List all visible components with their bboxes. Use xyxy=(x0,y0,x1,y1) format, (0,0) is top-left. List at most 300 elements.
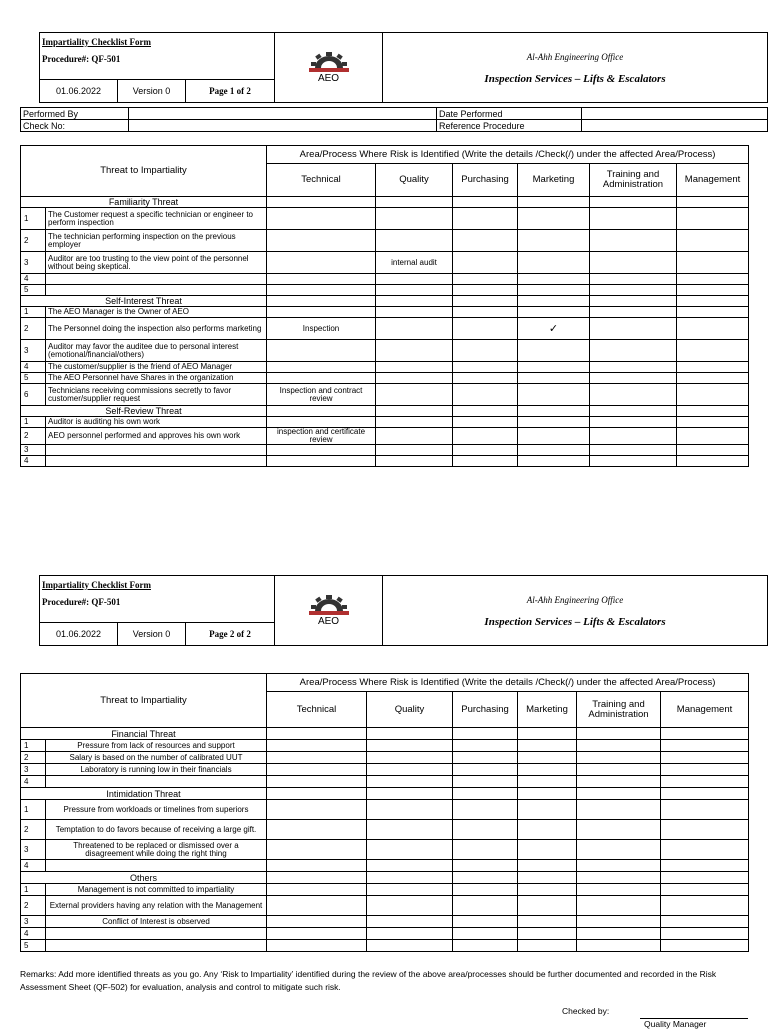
table-row xyxy=(21,896,749,916)
aeo-logo xyxy=(275,33,383,103)
row-number: 5 xyxy=(21,940,46,952)
row-number: 3 xyxy=(21,340,46,362)
cell-marketing[interactable] xyxy=(518,740,577,752)
cell-marketing[interactable] xyxy=(518,800,577,820)
row-number: 4 xyxy=(21,860,46,872)
cell-quality[interactable]: internal audit xyxy=(376,252,453,274)
cell-training-admin[interactable] xyxy=(577,860,661,872)
cell-quality[interactable] xyxy=(367,860,453,872)
cell-training-admin[interactable] xyxy=(590,252,677,274)
section-cell[interactable] xyxy=(367,728,453,740)
cell-management[interactable] xyxy=(677,384,749,406)
table-row xyxy=(21,740,749,752)
threat-description: The AEO Manager is the Owner of AEO xyxy=(46,307,267,318)
cell-technical[interactable] xyxy=(267,445,376,456)
cell-technical[interactable] xyxy=(267,417,376,428)
company-name: Al-Ahh Engineering Office xyxy=(526,594,624,605)
row-number: 1 xyxy=(21,208,46,230)
threat-description: Technicians receiving commissions secretly to favor customer/supplier request xyxy=(46,384,267,406)
cell-management[interactable] xyxy=(677,362,749,373)
cell-marketing[interactable] xyxy=(518,776,577,788)
reference-procedure-field[interactable] xyxy=(582,120,768,132)
cell-management[interactable] xyxy=(677,340,749,362)
cell-management[interactable] xyxy=(677,373,749,384)
cell-purchasing[interactable] xyxy=(453,285,518,296)
threat-description: Management is not committed to impartiality xyxy=(46,884,267,896)
threat-description: Conflict of Interest is observed xyxy=(46,916,267,928)
cell-management[interactable] xyxy=(661,752,749,764)
cell-technical[interactable] xyxy=(267,456,376,467)
cell-quality[interactable] xyxy=(376,428,453,445)
cell-purchasing[interactable] xyxy=(453,373,518,384)
cell-management[interactable] xyxy=(661,840,749,860)
performed-by-field[interactable] xyxy=(129,108,437,120)
cell-marketing[interactable] xyxy=(518,820,577,840)
cell-training-admin[interactable] xyxy=(577,884,661,896)
section-title: Self-Review Threat xyxy=(21,406,267,417)
cell-marketing[interactable] xyxy=(518,373,590,384)
cell-quality[interactable] xyxy=(376,230,453,252)
col-purchasing: Purchasing xyxy=(453,164,518,197)
section-cell[interactable] xyxy=(677,296,749,307)
cell-purchasing[interactable] xyxy=(453,928,518,940)
cell-purchasing[interactable] xyxy=(453,208,518,230)
section-cell[interactable] xyxy=(518,296,590,307)
cell-management[interactable] xyxy=(661,776,749,788)
cell-management[interactable] xyxy=(677,208,749,230)
section-cell[interactable] xyxy=(661,872,749,884)
cell-purchasing[interactable] xyxy=(453,362,518,373)
cell-marketing[interactable] xyxy=(518,362,590,373)
cell-marketing[interactable] xyxy=(518,307,590,318)
cell-management[interactable] xyxy=(661,800,749,820)
cell-management[interactable] xyxy=(677,252,749,274)
cell-management[interactable] xyxy=(677,428,749,445)
cell-management[interactable] xyxy=(677,285,749,296)
table-row xyxy=(21,456,749,467)
cell-quality[interactable] xyxy=(376,208,453,230)
table-row xyxy=(21,230,749,252)
info-table xyxy=(20,107,768,132)
date-performed-label: Date Performed xyxy=(437,108,582,120)
threat-description xyxy=(46,776,267,788)
cell-training-admin[interactable] xyxy=(577,840,661,860)
cell-training-admin[interactable] xyxy=(590,456,677,467)
cell-management[interactable] xyxy=(661,896,749,916)
section-cell[interactable] xyxy=(518,788,577,800)
cell-marketing[interactable] xyxy=(518,884,577,896)
service-name: Inspection Services – Lifts & Escalators xyxy=(484,72,666,85)
form-date: 01.06.2022 xyxy=(40,80,118,103)
cell-purchasing[interactable] xyxy=(453,230,518,252)
cell-purchasing[interactable] xyxy=(453,800,518,820)
cell-purchasing[interactable] xyxy=(453,896,518,916)
cell-purchasing[interactable] xyxy=(453,252,518,274)
cell-quality[interactable] xyxy=(376,373,453,384)
cell-quality[interactable] xyxy=(367,940,453,952)
cell-technical[interactable] xyxy=(267,860,367,872)
cell-management[interactable] xyxy=(661,928,749,940)
cell-management[interactable] xyxy=(661,740,749,752)
cell-management[interactable] xyxy=(661,820,749,840)
col-quality: Quality xyxy=(376,164,453,197)
cell-management[interactable] xyxy=(677,417,749,428)
cell-technical[interactable] xyxy=(267,208,376,230)
threat-description: Salary is based on the number of calibrated UUT xyxy=(46,752,267,764)
table-row xyxy=(21,252,749,274)
cell-technical[interactable]: Inspection xyxy=(267,318,376,340)
cell-technical[interactable] xyxy=(267,800,367,820)
cell-purchasing[interactable] xyxy=(453,340,518,362)
cell-technical[interactable] xyxy=(267,820,367,840)
row-number: 4 xyxy=(21,274,46,285)
section-cell[interactable] xyxy=(267,296,376,307)
cell-purchasing[interactable] xyxy=(453,740,518,752)
cell-technical[interactable] xyxy=(267,340,376,362)
cell-technical[interactable] xyxy=(267,916,367,928)
section-cell[interactable] xyxy=(590,406,677,417)
cell-technical[interactable] xyxy=(267,764,367,776)
section-cell[interactable] xyxy=(376,197,453,208)
table-row xyxy=(21,318,749,340)
threat-description xyxy=(46,274,267,285)
cell-quality[interactable] xyxy=(367,776,453,788)
cell-training-admin[interactable] xyxy=(590,428,677,445)
form-version: Version 0 xyxy=(118,623,186,646)
cell-technical[interactable] xyxy=(267,285,376,296)
section-title: Intimidation Threat xyxy=(21,788,267,800)
section-cell[interactable] xyxy=(367,872,453,884)
table-row xyxy=(21,752,749,764)
section-cell[interactable] xyxy=(677,406,749,417)
row-number: 4 xyxy=(21,456,46,467)
cell-training-admin[interactable] xyxy=(577,776,661,788)
cell-technical[interactable]: inspection and certificate review xyxy=(267,428,376,445)
cell-management[interactable] xyxy=(677,456,749,467)
section-cell[interactable] xyxy=(577,788,661,800)
row-number: 5 xyxy=(21,373,46,384)
cell-purchasing[interactable] xyxy=(453,840,518,860)
cell-marketing[interactable] xyxy=(518,428,590,445)
cell-quality[interactable] xyxy=(376,340,453,362)
cell-purchasing[interactable] xyxy=(453,318,518,340)
threat-description: The customer/supplier is the friend of AEO Manager xyxy=(46,362,267,373)
cell-training-admin[interactable] xyxy=(577,940,661,952)
row-number: 1 xyxy=(21,884,46,896)
cell-technical[interactable] xyxy=(267,252,376,274)
section-cell[interactable] xyxy=(453,872,518,884)
threat-description: Pressure from lack of resources and support xyxy=(46,740,267,752)
cell-technical[interactable] xyxy=(267,940,367,952)
cell-purchasing[interactable] xyxy=(453,764,518,776)
section-cell[interactable] xyxy=(677,197,749,208)
section-cell[interactable] xyxy=(267,406,376,417)
section-row xyxy=(21,788,749,800)
cell-technical[interactable] xyxy=(267,740,367,752)
cell-marketing[interactable] xyxy=(518,252,590,274)
cell-technical[interactable] xyxy=(267,373,376,384)
cell-technical[interactable] xyxy=(267,896,367,916)
section-cell[interactable] xyxy=(267,728,367,740)
cell-marketing[interactable] xyxy=(518,230,590,252)
table-row xyxy=(21,208,749,230)
cell-training-admin[interactable] xyxy=(590,417,677,428)
cell-training-admin[interactable] xyxy=(590,285,677,296)
section-cell[interactable] xyxy=(376,296,453,307)
section-cell[interactable] xyxy=(267,197,376,208)
form-version: Version 0 xyxy=(118,80,186,103)
table-row xyxy=(21,285,749,296)
cell-purchasing[interactable] xyxy=(453,860,518,872)
section-title: Self-Interest Threat xyxy=(21,296,267,307)
cell-training-admin[interactable] xyxy=(590,362,677,373)
cell-purchasing[interactable] xyxy=(453,456,518,467)
threat-description xyxy=(46,940,267,952)
cell-purchasing[interactable] xyxy=(453,820,518,840)
section-cell[interactable] xyxy=(518,872,577,884)
section-cell[interactable] xyxy=(590,296,677,307)
remarks-text: Remarks: Add more identified threats as you go. Any ‘Risk to Impartiality’ identified during the review of the above area/processes should be further documented and recorded in the Risk Assessment Sheet (QF-502) for evaluation, analysis and control to mitigate such risk. xyxy=(20,969,717,992)
cell-quality[interactable] xyxy=(376,417,453,428)
cell-technical[interactable] xyxy=(267,307,376,318)
check-no-field[interactable] xyxy=(129,120,437,132)
cell-quality[interactable] xyxy=(376,362,453,373)
section-cell[interactable] xyxy=(376,406,453,417)
cell-marketing[interactable] xyxy=(518,340,590,362)
cell-marketing[interactable] xyxy=(518,840,577,860)
cell-quality[interactable] xyxy=(367,820,453,840)
cell-marketing[interactable] xyxy=(518,764,577,776)
cell-marketing[interactable] xyxy=(518,285,590,296)
cell-management[interactable] xyxy=(677,307,749,318)
cell-quality[interactable] xyxy=(367,928,453,940)
row-number: 4 xyxy=(21,928,46,940)
cell-quality[interactable] xyxy=(376,384,453,406)
table-row xyxy=(21,417,749,428)
cell-marketing[interactable] xyxy=(518,274,590,285)
cell-technical[interactable] xyxy=(267,752,367,764)
cell-management[interactable] xyxy=(677,274,749,285)
company-name: Al-Ahh Engineering Office xyxy=(526,51,624,62)
area-header: Area/Process Where Risk is Identified (Write the details /Check(/) under the affected Area/Process) xyxy=(267,146,749,164)
cell-training-admin[interactable] xyxy=(577,896,661,916)
cell-training-admin[interactable] xyxy=(590,274,677,285)
cell-marketing[interactable] xyxy=(518,417,590,428)
row-number: 3 xyxy=(21,916,46,928)
row-number: 1 xyxy=(21,740,46,752)
checked-by-label: Checked by: xyxy=(562,1006,610,1016)
table-row xyxy=(21,384,749,406)
col-quality: Quality xyxy=(367,692,453,728)
cell-purchasing[interactable] xyxy=(453,940,518,952)
cell-quality[interactable] xyxy=(367,840,453,860)
cell-marketing[interactable] xyxy=(518,752,577,764)
threat-description: Auditor is auditing his own work xyxy=(46,417,267,428)
row-number: 3 xyxy=(21,764,46,776)
cell-quality[interactable] xyxy=(367,800,453,820)
cell-training-admin[interactable] xyxy=(590,208,677,230)
section-cell[interactable] xyxy=(453,728,518,740)
section-cell[interactable] xyxy=(453,197,518,208)
cell-purchasing[interactable] xyxy=(453,884,518,896)
cell-management[interactable] xyxy=(677,318,749,340)
cell-purchasing[interactable] xyxy=(453,307,518,318)
section-cell[interactable] xyxy=(267,872,367,884)
cell-training-admin[interactable] xyxy=(577,800,661,820)
cell-quality[interactable] xyxy=(376,456,453,467)
threat-description: The Personnel doing the inspection also performs marketing xyxy=(46,318,267,340)
cell-training-admin[interactable] xyxy=(577,764,661,776)
section-cell[interactable] xyxy=(267,788,367,800)
page2-header-table xyxy=(39,575,768,646)
cell-training-admin[interactable] xyxy=(577,740,661,752)
reference-procedure-label: Reference Procedure xyxy=(437,120,582,132)
cell-training-admin[interactable] xyxy=(590,318,677,340)
cell-technical[interactable] xyxy=(267,230,376,252)
cell-marketing[interactable]: ✓ xyxy=(518,318,590,340)
cell-purchasing[interactable] xyxy=(453,274,518,285)
cell-quality[interactable] xyxy=(376,318,453,340)
section-cell[interactable] xyxy=(661,728,749,740)
section-cell[interactable] xyxy=(367,788,453,800)
cell-technical[interactable] xyxy=(267,362,376,373)
col-technical: Technical xyxy=(267,692,367,728)
threat-description: Auditor may favor the auditee due to personal interest (emotional/financial/others) xyxy=(46,340,267,362)
cell-management[interactable] xyxy=(661,860,749,872)
cell-management[interactable] xyxy=(677,230,749,252)
cell-management[interactable] xyxy=(661,940,749,952)
logo-text: AEO xyxy=(317,73,340,84)
cell-quality[interactable] xyxy=(367,916,453,928)
section-cell[interactable] xyxy=(518,728,577,740)
threat-description: External providers having any relation with the Management xyxy=(46,896,267,916)
cell-quality[interactable] xyxy=(376,307,453,318)
cell-training-admin[interactable] xyxy=(577,820,661,840)
cell-training-admin[interactable] xyxy=(590,230,677,252)
cell-marketing[interactable] xyxy=(518,896,577,916)
table-row xyxy=(21,884,749,896)
table-row xyxy=(21,340,749,362)
section-row xyxy=(21,872,749,884)
cell-management[interactable] xyxy=(661,916,749,928)
cell-purchasing[interactable] xyxy=(453,916,518,928)
cell-management[interactable] xyxy=(661,764,749,776)
cell-quality[interactable] xyxy=(367,884,453,896)
cell-training-admin[interactable] xyxy=(590,384,677,406)
table-row xyxy=(21,307,749,318)
table-row xyxy=(21,428,749,445)
cell-marketing[interactable] xyxy=(518,456,590,467)
cell-management[interactable] xyxy=(677,445,749,456)
cell-quality[interactable] xyxy=(376,285,453,296)
cell-marketing[interactable] xyxy=(518,940,577,952)
section-title: Familiarity Threat xyxy=(21,197,267,208)
table-row xyxy=(21,860,749,872)
threat-description: Temptation to do favors because of receiving a large gift. xyxy=(46,820,267,840)
col-purchasing: Purchasing xyxy=(453,692,518,728)
col-management: Management xyxy=(677,164,749,197)
cell-marketing[interactable] xyxy=(518,860,577,872)
section-row xyxy=(21,197,749,208)
cell-management[interactable] xyxy=(661,884,749,896)
cell-quality[interactable] xyxy=(367,740,453,752)
section-cell[interactable] xyxy=(453,406,518,417)
section-cell[interactable] xyxy=(590,197,677,208)
threat-description: The AEO Personnel have Shares in the organization xyxy=(46,373,267,384)
cell-training-admin[interactable] xyxy=(577,752,661,764)
cell-purchasing[interactable] xyxy=(453,445,518,456)
cell-technical[interactable] xyxy=(267,840,367,860)
cell-purchasing[interactable] xyxy=(453,776,518,788)
cell-quality[interactable] xyxy=(367,764,453,776)
cell-quality[interactable] xyxy=(367,752,453,764)
section-row xyxy=(21,728,749,740)
col-marketing: Marketing xyxy=(518,692,577,728)
cell-training-admin[interactable] xyxy=(577,928,661,940)
cell-marketing[interactable] xyxy=(518,208,590,230)
threat-description: Pressure from workloads or timelines from superiors xyxy=(46,800,267,820)
cell-technical[interactable] xyxy=(267,884,367,896)
row-number: 4 xyxy=(21,776,46,788)
cell-purchasing[interactable] xyxy=(453,428,518,445)
row-number: 1 xyxy=(21,307,46,318)
cell-quality[interactable] xyxy=(376,274,453,285)
table-row xyxy=(21,928,749,940)
cell-purchasing[interactable] xyxy=(453,752,518,764)
section-cell[interactable] xyxy=(453,788,518,800)
logo-text: AEO xyxy=(317,616,340,627)
section-cell[interactable] xyxy=(453,296,518,307)
cell-marketing[interactable] xyxy=(518,928,577,940)
section-cell[interactable] xyxy=(661,788,749,800)
cell-quality[interactable] xyxy=(367,896,453,916)
col-technical: Technical xyxy=(267,164,376,197)
cell-technical[interactable] xyxy=(267,776,367,788)
table-row xyxy=(21,362,749,373)
table-row xyxy=(21,764,749,776)
cell-training-admin[interactable] xyxy=(590,307,677,318)
quality-manager-label: Quality Manager xyxy=(644,1019,707,1029)
threat-description xyxy=(46,928,267,940)
cell-purchasing[interactable] xyxy=(453,417,518,428)
section-cell[interactable] xyxy=(577,728,661,740)
section-cell[interactable] xyxy=(518,406,590,417)
threat-description: The technician performing inspection on the previous employer xyxy=(46,230,267,252)
cell-quality[interactable] xyxy=(376,445,453,456)
table-row xyxy=(21,445,749,456)
section-cell[interactable] xyxy=(518,197,590,208)
date-performed-field[interactable] xyxy=(582,108,768,120)
service-name: Inspection Services – Lifts & Escalators xyxy=(484,615,666,628)
cell-technical[interactable]: Inspection and contract review xyxy=(267,384,376,406)
threat-description xyxy=(46,860,267,872)
cell-purchasing[interactable] xyxy=(453,384,518,406)
row-number: 3 xyxy=(21,840,46,860)
row-number: 4 xyxy=(21,362,46,373)
cell-training-admin[interactable] xyxy=(590,445,677,456)
cell-training-admin[interactable] xyxy=(590,340,677,362)
cell-training-admin[interactable] xyxy=(577,916,661,928)
cell-technical[interactable] xyxy=(267,928,367,940)
threat-description: AEO personnel performed and approves his own work xyxy=(46,428,267,445)
threat-description xyxy=(46,456,267,467)
cell-marketing[interactable] xyxy=(518,916,577,928)
cell-training-admin[interactable] xyxy=(590,373,677,384)
cell-technical[interactable] xyxy=(267,274,376,285)
cell-marketing[interactable] xyxy=(518,445,590,456)
cell-marketing[interactable] xyxy=(518,384,590,406)
section-cell[interactable] xyxy=(577,872,661,884)
